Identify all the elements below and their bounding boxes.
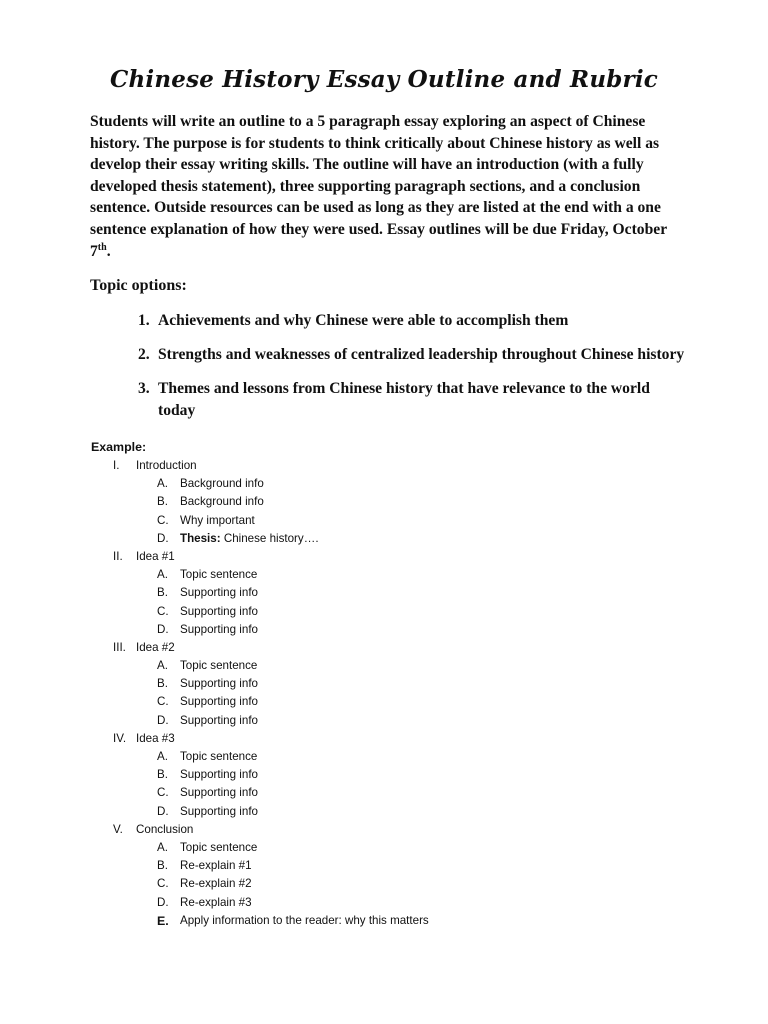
outline-subitem xyxy=(91,784,651,802)
subitem-body: Supporting info xyxy=(180,677,258,691)
outline-subitem xyxy=(91,493,651,511)
outline-subitem xyxy=(91,712,651,730)
subitem-text xyxy=(180,493,264,511)
outline-subitem xyxy=(91,566,651,584)
subitem-text xyxy=(180,603,258,621)
roman-numeral: I. xyxy=(113,459,120,472)
outline-subitem xyxy=(91,839,651,857)
intro-paragraph xyxy=(90,111,690,262)
roman-numeral: IV. xyxy=(113,731,127,745)
subitem-body: Supporting info xyxy=(180,604,258,618)
subitem-letter: A. xyxy=(157,568,168,582)
subitem-body: Supporting info xyxy=(180,804,258,818)
roman-numeral: V. xyxy=(113,822,123,836)
subitem-text xyxy=(180,512,255,530)
subitem-letter: C. xyxy=(157,786,169,800)
subitem-body: Apply information to the reader: why this matters xyxy=(180,913,429,927)
outline-subitem xyxy=(91,675,651,693)
subitem-letter: C. xyxy=(157,513,169,527)
outline-subitem xyxy=(91,875,651,893)
intro-text: Students will write an outline to a 5 paragraph essay exploring an aspect of Chinese history. The purpose is for students to think critically about Chinese history as well as develop their essay writing skills. The outline will have an introduction (with a fully developed thesis statement), three supporting paragraph sections, and a conclusion sentence. Outside resources can be used as long as they are listed at the end with a one sentence explanation of how they were used. Essay outlines will be due Friday, October 7 xyxy=(90,113,667,260)
section-label: Introduction xyxy=(136,459,197,472)
topic-text: Strengths and weaknesses of centralized leadership throughout Chinese history xyxy=(158,346,685,363)
example-label: Example: xyxy=(91,440,147,454)
topic-option-3 xyxy=(90,378,690,422)
subitem-text xyxy=(180,766,258,784)
topic-number: 3. xyxy=(138,380,150,397)
outline-section xyxy=(91,639,651,730)
outline-subitem xyxy=(91,475,651,493)
outline-subitem xyxy=(91,894,651,912)
subitem-body: Topic sentence xyxy=(180,659,258,673)
subitem-text xyxy=(180,912,429,930)
subitem-letter: D. xyxy=(157,895,169,909)
outline-subitem xyxy=(91,748,651,766)
intro-superscript: th xyxy=(97,241,107,253)
subitem-text xyxy=(180,839,257,857)
subitem-text xyxy=(180,584,258,602)
topic-number: 1. xyxy=(138,312,150,329)
outline-section-heading xyxy=(91,548,651,566)
subitem-body: Supporting info xyxy=(180,586,258,600)
subitem-body: Why important xyxy=(180,513,255,527)
outline-subitem xyxy=(91,766,651,784)
subitem-body: Topic sentence xyxy=(180,840,258,854)
outline-subitem xyxy=(91,657,651,675)
subitem-letter: C. xyxy=(157,877,169,891)
subitem-text xyxy=(180,894,252,912)
subitem-letter: D. xyxy=(157,804,169,818)
topic-text: Achievements and why Chinese were able to accomplish them xyxy=(158,312,569,329)
topic-number: 2. xyxy=(138,346,150,363)
subitem-letter: B. xyxy=(157,586,168,600)
subitem-letter: B. xyxy=(157,859,168,873)
subitem-letter: B. xyxy=(157,495,168,509)
subitem-body: Supporting info xyxy=(180,768,258,782)
subitem-text xyxy=(180,875,252,893)
outline-section xyxy=(91,730,651,821)
outline-subitem xyxy=(91,693,651,711)
subitem-letter: D. xyxy=(157,531,169,545)
subitem-text xyxy=(180,784,258,802)
subitem-letter: A. xyxy=(157,750,168,763)
subitem-letter: C. xyxy=(157,695,169,709)
subitem-body: Re-explain #3 xyxy=(180,895,252,909)
subitem-body: Background info xyxy=(180,477,264,491)
outline-subitem xyxy=(91,857,651,875)
section-label: Idea #2 xyxy=(136,640,175,654)
subitem-body: Supporting info xyxy=(180,713,258,727)
outline-section-heading xyxy=(91,730,651,748)
subitem-body: Supporting info xyxy=(180,622,258,636)
subitem-letter: B. xyxy=(157,677,168,691)
roman-numeral: III. xyxy=(113,640,126,654)
topic-options-list xyxy=(90,310,690,434)
subitem-text xyxy=(180,803,258,821)
roman-numeral: II. xyxy=(113,549,123,563)
outline-section xyxy=(91,821,651,930)
subitem-text xyxy=(180,621,258,639)
outline-section-heading xyxy=(91,639,651,657)
intro-end: . xyxy=(106,242,111,260)
outline-subitem xyxy=(91,603,651,621)
outline-section xyxy=(91,457,651,548)
outline-subitem xyxy=(91,512,651,530)
outline-subitem xyxy=(91,803,651,821)
outline-subitem xyxy=(91,621,651,639)
subitem-text xyxy=(180,693,258,711)
section-label: Idea #1 xyxy=(136,549,175,563)
subitem-body: Topic sentence xyxy=(180,750,258,763)
subitem-text xyxy=(180,566,257,584)
example-outline xyxy=(91,437,651,930)
topic-option-1 xyxy=(90,310,690,332)
subitem-letter: C. xyxy=(157,604,169,618)
subitem-body: Topic sentence xyxy=(180,568,258,582)
outline-subitem xyxy=(91,584,651,602)
outline-subitem xyxy=(91,912,651,930)
outline-sections xyxy=(91,457,651,930)
subitem-letter: D. xyxy=(157,622,169,636)
topic-option-2 xyxy=(90,344,690,366)
subitem-text xyxy=(180,657,257,675)
subitem-letter: E. xyxy=(157,913,169,928)
subitem-body: Supporting info xyxy=(180,695,258,709)
subitem-letter: A. xyxy=(157,659,168,673)
section-label: Conclusion xyxy=(136,822,194,836)
subitem-letter: B. xyxy=(157,768,168,782)
outline-section-heading xyxy=(91,457,651,475)
page-title: Chinese History Essay Outline and Rubric xyxy=(110,66,658,93)
subitem-body: Supporting info xyxy=(180,786,258,800)
subitem-letter: D. xyxy=(157,713,169,727)
subitem-text xyxy=(180,748,257,766)
subitem-text xyxy=(180,475,264,493)
subitem-text xyxy=(180,530,319,548)
topic-options-heading: Topic options: xyxy=(90,277,187,294)
outline-subitem xyxy=(91,530,651,548)
outline-section-heading xyxy=(91,821,651,839)
subitem-letter: A. xyxy=(157,477,168,491)
subitem-body: Re-explain #2 xyxy=(180,877,252,891)
section-label: Idea #3 xyxy=(136,731,175,745)
outline-section xyxy=(91,548,651,639)
subitem-text xyxy=(180,675,258,693)
subitem-body: Background info xyxy=(180,495,264,509)
subitem-body: Chinese history…. xyxy=(220,531,319,545)
subitem-text xyxy=(180,857,252,875)
subitem-body: Re-explain #1 xyxy=(180,859,252,873)
subitem-text xyxy=(180,712,258,730)
topic-text: Themes and lessons from Chinese history that have relevance to the world today xyxy=(158,380,650,419)
subitem-bold-label: Thesis: xyxy=(180,531,221,545)
subitem-letter: A. xyxy=(157,840,168,854)
